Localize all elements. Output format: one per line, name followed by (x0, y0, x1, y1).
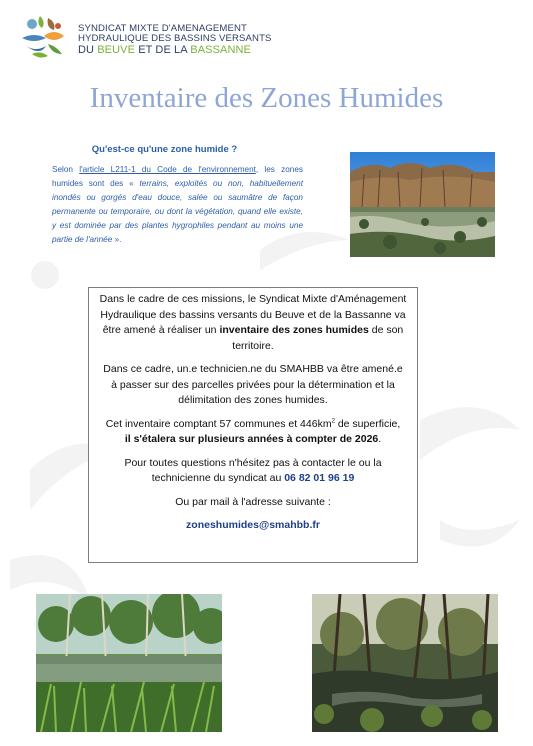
info-bold: il s'étalera sur plusieurs années à compter de 2026 (124, 433, 379, 445)
definition-text (52, 163, 303, 247)
info-text: Cet inventaire comptant 57 communes et 446km (105, 417, 332, 430)
info-bold: inventaire des zones humides (219, 324, 369, 336)
org-line-3-beuve: BEUVE (97, 44, 136, 56)
header (18, 10, 318, 62)
info-paragraph-4 (99, 456, 407, 487)
org-line-2: HYDRAULIQUE DES BASSINS VERSANTS (78, 33, 272, 44)
info-text: de superficie, (334, 417, 401, 430)
page-title: Inventaire des Zones Humides (89, 82, 444, 114)
info-paragraph-5: Ou par mail à l'adresse suivante : (175, 495, 331, 508)
definition-intro: Selon (52, 165, 80, 174)
org-line-1: SYNDICAT MIXTE D'AMENAGEMENT (78, 23, 247, 34)
org-line-3-part: ET DE LA (135, 44, 191, 56)
org-line-3-part: DU (78, 44, 98, 56)
phone-number[interactable]: 06 82 01 96 19 (284, 472, 355, 484)
flooded-woodland-photo (312, 594, 498, 732)
logo-icon (18, 12, 70, 62)
email-address[interactable]: zoneshumides@smahbb.fr (186, 519, 320, 531)
definition-part: , les zones humides sont des « (52, 165, 303, 188)
info-text: de son territoire. (232, 324, 404, 352)
info-text: . (378, 433, 382, 445)
superscript: 2 (331, 418, 335, 424)
definition-close: ». (112, 235, 122, 244)
law-article-link[interactable]: l'article L211-1 du Code de l'environnement (79, 165, 256, 174)
info-text: Dans le cadre de ces missions, le Syndicat Mixte d'Aménagement Hydraulique des bassins versants du Beuve et de la Bassanne va être amené à réaliser un (99, 293, 407, 336)
wetland-meadow-photo (350, 152, 495, 257)
info-paragraph-6 (99, 518, 407, 534)
organisation-name (78, 24, 272, 56)
org-line-3-bassanne: BASSANNE (190, 44, 251, 56)
definition-quote: terrains, exploités ou non, habituellement inondés ou gorgés d'eau douce, salée ou saumâtre de façon permanente ou temporaire, ou dont la végétation, quand elle existe, y est dominée par des plantes hygrophiles pendant au moins une partie de l'année (52, 179, 303, 244)
information-box (88, 287, 418, 563)
info-paragraph-1 (99, 292, 407, 354)
org-line-3 (78, 44, 272, 56)
definition-question: Qu'est-ce qu'une zone humide ? (91, 144, 238, 155)
info-text: Pour toutes questions n'hésitez pas à contacter le ou la technicienne du syndicat au (124, 456, 382, 484)
info-paragraph-3 (99, 417, 407, 448)
info-paragraph-2: Dans ce cadre, un.e technicien.ne du SMAHBB va être amené.e à passer sur des parcelles privées pour la détermination et la délimitation des zones humides. (103, 363, 403, 406)
pond-reeds-photo (36, 594, 222, 732)
